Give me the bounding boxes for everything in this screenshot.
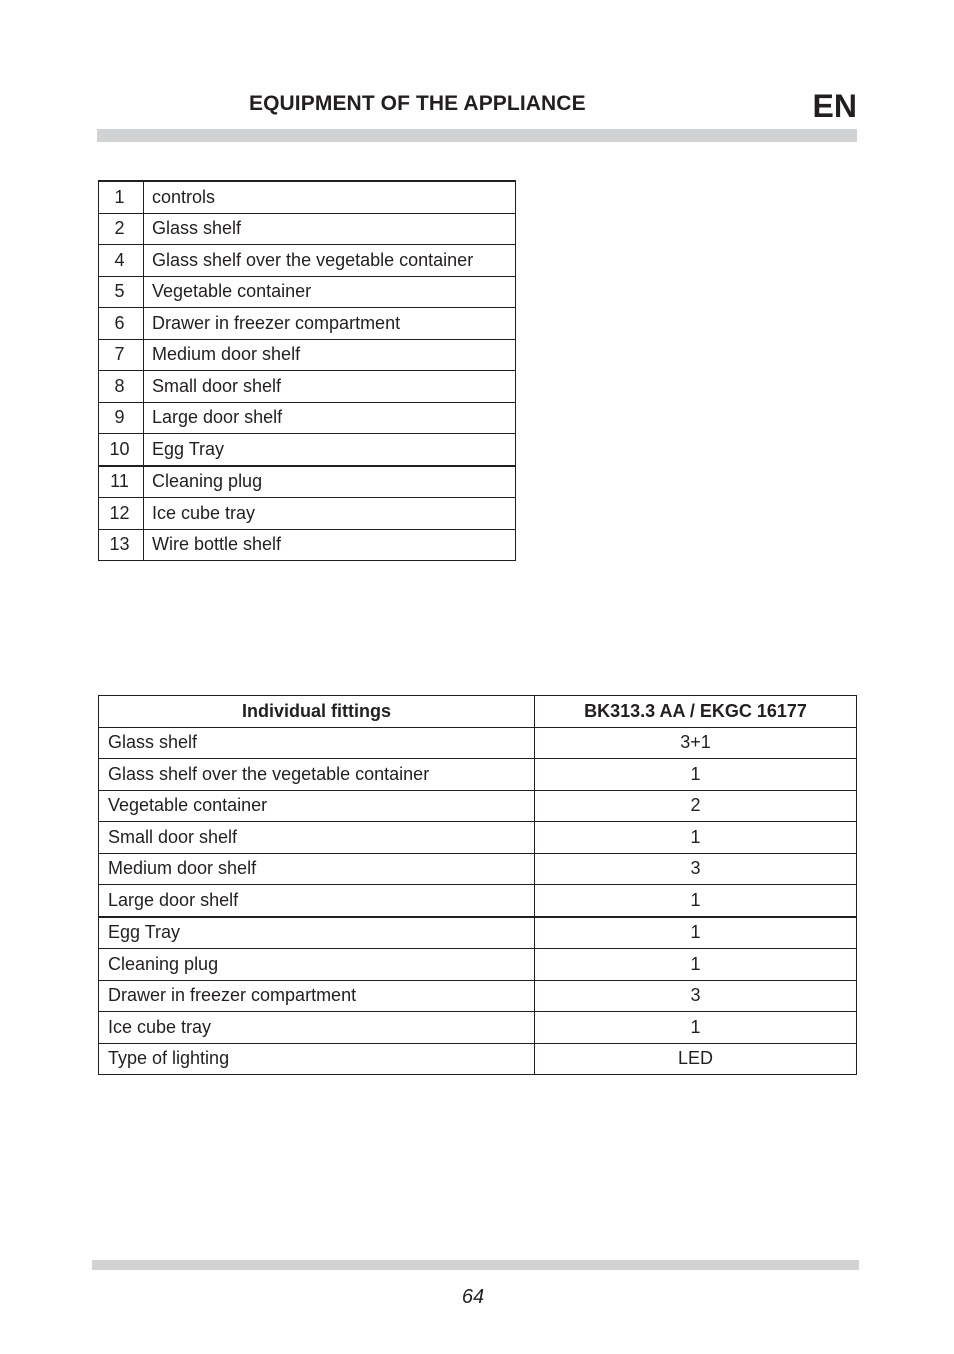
table-row (99, 213, 516, 245)
part-number: 12 (99, 498, 144, 530)
table-row (99, 466, 516, 498)
fitting-name: Drawer in freezer compartment (99, 980, 535, 1012)
fitting-quantity: 1 (535, 822, 857, 854)
part-name: Glass shelf over the vegetable container (144, 245, 516, 277)
table-row (99, 498, 516, 530)
part-name: Ice cube tray (144, 498, 516, 530)
table-row (99, 181, 516, 213)
table-row (99, 371, 516, 403)
table-row (99, 885, 857, 917)
part-number: 6 (99, 308, 144, 340)
part-number: 5 (99, 276, 144, 308)
fitting-name: Cleaning plug (99, 949, 535, 981)
table-row (99, 402, 516, 434)
part-name: controls (144, 181, 516, 213)
table-row (99, 853, 857, 885)
part-number: 13 (99, 529, 144, 561)
part-name: Cleaning plug (144, 466, 516, 498)
part-name: Glass shelf (144, 213, 516, 245)
table-row (99, 917, 857, 949)
page-title: EQUIPMENT OF THE APPLIANCE (249, 92, 586, 115)
part-number: 8 (99, 371, 144, 403)
table-row (99, 308, 516, 340)
table-row (99, 529, 516, 561)
table-row (99, 276, 516, 308)
table-row (99, 727, 857, 759)
table-row (99, 980, 857, 1012)
part-name: Vegetable container (144, 276, 516, 308)
fitting-quantity: LED (535, 1043, 857, 1075)
part-number: 1 (99, 181, 144, 213)
fitting-quantity: 1 (535, 885, 857, 917)
part-name: Wire bottle shelf (144, 529, 516, 561)
fitting-quantity: 3+1 (535, 727, 857, 759)
fitting-name: Large door shelf (99, 885, 535, 917)
fitting-name: Small door shelf (99, 822, 535, 854)
table-row (99, 1043, 857, 1075)
fitting-quantity: 2 (535, 790, 857, 822)
part-name: Medium door shelf (144, 339, 516, 371)
column-header-fittings: Individual fittings (99, 696, 535, 728)
fitting-name: Vegetable container (99, 790, 535, 822)
table-row (99, 245, 516, 277)
fitting-name: Glass shelf (99, 727, 535, 759)
parts-table (98, 180, 516, 561)
footer-divider (92, 1260, 859, 1270)
fitting-quantity: 1 (535, 917, 857, 949)
table-header-row (99, 696, 857, 728)
fitting-name: Ice cube tray (99, 1012, 535, 1044)
fittings-table (98, 695, 857, 1075)
part-number: 2 (99, 213, 144, 245)
part-number: 9 (99, 402, 144, 434)
table-row (99, 1012, 857, 1044)
fitting-name: Type of lighting (99, 1043, 535, 1075)
header-divider (97, 129, 857, 142)
fitting-name: Medium door shelf (99, 853, 535, 885)
table-row (99, 434, 516, 466)
fitting-quantity: 1 (535, 759, 857, 791)
table-row (99, 339, 516, 371)
table-row (99, 759, 857, 791)
fitting-quantity: 3 (535, 980, 857, 1012)
part-number: 10 (99, 434, 144, 466)
part-name: Large door shelf (144, 402, 516, 434)
part-number: 11 (99, 466, 144, 498)
table-row (99, 949, 857, 981)
part-name: Small door shelf (144, 371, 516, 403)
fitting-quantity: 1 (535, 949, 857, 981)
language-label: EN (812, 88, 857, 124)
table-row (99, 822, 857, 854)
fitting-name: Egg Tray (99, 917, 535, 949)
page-number: 64 (461, 1286, 485, 1308)
part-number: 7 (99, 339, 144, 371)
part-name: Egg Tray (144, 434, 516, 466)
part-number: 4 (99, 245, 144, 277)
fitting-quantity: 3 (535, 853, 857, 885)
part-name: Drawer in freezer compartment (144, 308, 516, 340)
column-header-model: BK313.3 AA / EKGC 16177 (535, 696, 857, 728)
table-row (99, 790, 857, 822)
fitting-name: Glass shelf over the vegetable container (99, 759, 535, 791)
fitting-quantity: 1 (535, 1012, 857, 1044)
